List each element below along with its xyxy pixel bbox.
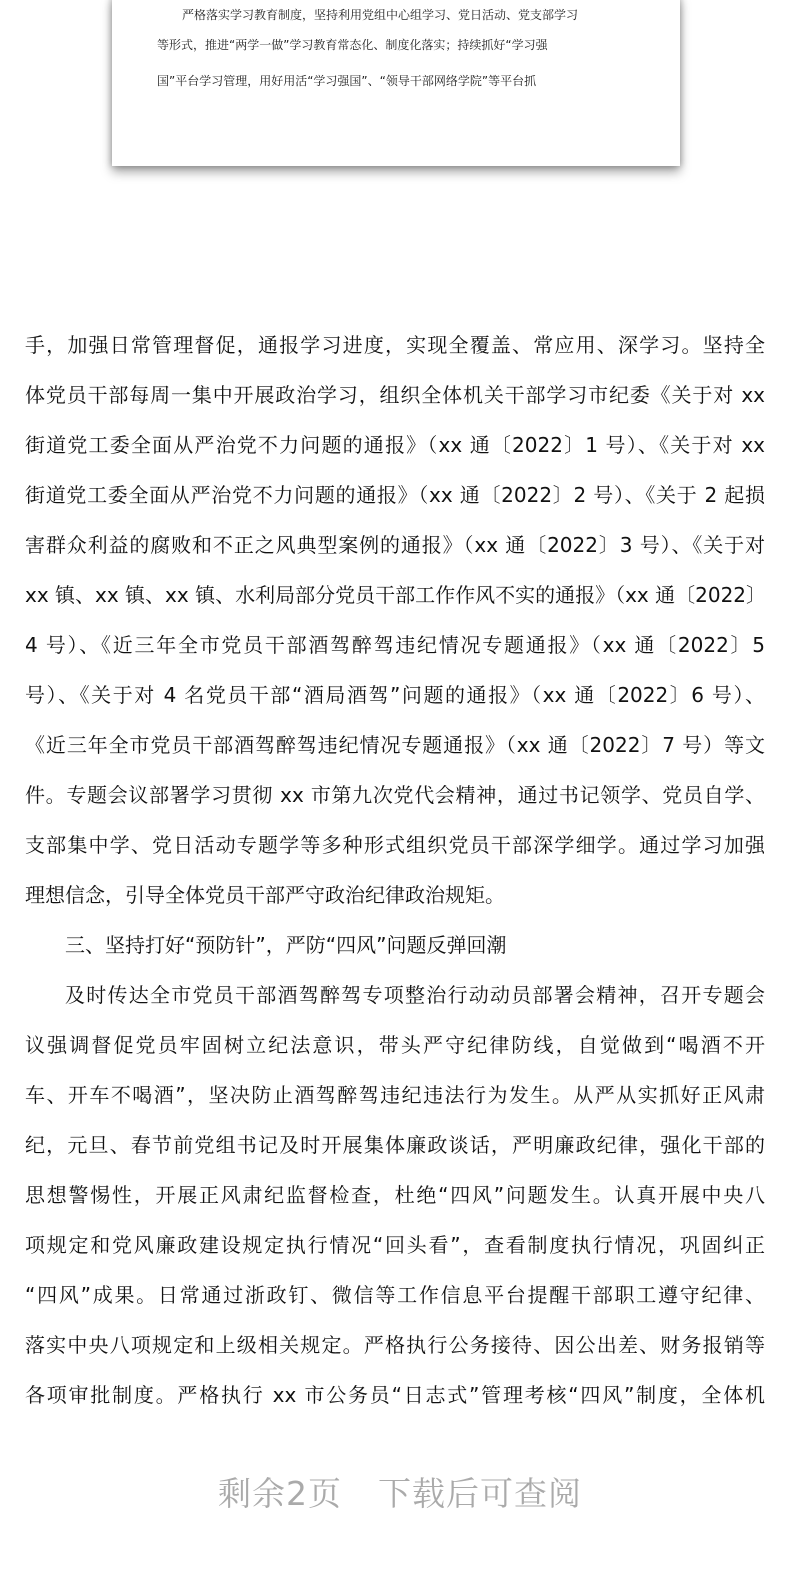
paragraph-line: 件。专题会议部署学习贯彻 xx 市第九次党代会精神，通过书记领学、党员自学、 [25,783,765,807]
paragraph-line: 思想警惕性，开展正风肃纪监督检查，杜绝“四风”问题发生。认真开展中央八 [25,1183,765,1207]
card-text-line: 等形式，推进“两学一做”学习教育常态化、制度化落实；持续抓好“学习强 [157,38,548,52]
read-more-banner[interactable] [0,1468,800,1515]
paragraph-line: 议强调督促党员牢固树立纪法意识，带头严守纪律防线，自觉做到“喝酒不开 [25,1033,765,1057]
paragraph-line: “四风”成果。日常通过浙政钉、微信等工作信息平台提醒干部职工遵守纪律、 [25,1283,765,1307]
paragraph-line: 手，加强日常管理督促，通报学习进度，实现全覆盖、常应用、深学习。坚持全 [25,333,765,357]
paragraph-line: 车、开车不喝酒”，坚决防止酒驾醉驾违纪违法行为发生。从严从实抓好正风肃 [25,1083,765,1107]
paragraph-line: 理想信念，引导全体党员干部严守政治纪律政治规矩。 [25,883,505,907]
card-text-line: 国”平台学习管理，用好用活“学习强国”、“领导干部网络学院”等平台抓 [157,74,537,88]
preview-card [112,0,680,166]
paragraph-line: 害群众利益的腐败和不正之风典型案例的通报》（xx 通〔2022〕3 号）、《关于对 [25,533,765,557]
paragraph-line: 街道党工委全面从严治党不力问题的通报》（xx 通〔2022〕1 号）、《关于对 xx [25,433,765,457]
paragraph-line: 项规定和党风廉政建设规定执行情况“回头看”，查看制度执行情况，巩固纠正 [25,1233,765,1257]
download-hint-label: 下载后可查阅 [378,1474,582,1513]
card-text-line: 严格落实学习教育制度，坚持利用党组中心组学习、党日活动、党支部学习 [182,8,579,22]
paragraph-line: 体党员干部每周一集中开展政治学习，组织全体机关干部学习市纪委《关于对 xx [25,383,765,407]
section-heading: 三、坚持打好“预防针”，严防“四风”问题反弹回潮 [65,933,507,957]
paragraph-line: 《近三年全市党员干部酒驾醉驾违纪情况专题通报》（xx 通〔2022〕7 号）等文 [25,733,765,757]
paragraph-line: 及时传达全市党员干部酒驾醉驾专项整治行动动员部署会精神，召开专题会 [65,983,765,1007]
remaining-pages-label: 剩余2页 [218,1474,342,1513]
paragraph-line: 号）、《关于对 4 名党员干部“酒局酒驾”问题的通报》（xx 通〔2022〕6 号）、 [25,683,765,707]
paragraph-line: 支部集中学、党日活动专题学等多种形式组织党员干部深学细学。通过学习加强 [25,833,765,857]
paragraph-line: 落实中央八项规定和上级相关规定。严格执行公务接待、因公出差、财务报销等 [25,1333,765,1357]
paragraph-line: 纪，元旦、春节前党组书记及时开展集体廉政谈话，严明廉政纪律，强化干部的 [25,1133,765,1157]
paragraph-line: 街道党工委全面从严治党不力问题的通报》（xx 通〔2022〕2 号）、《关于 2 起损 [25,483,765,507]
paragraph-line: 4 号）、《近三年全市党员干部酒驾醉驾违纪情况专题通报》（xx 通〔2022〕5 [25,633,765,657]
paragraph-line: 各项审批制度。严格执行 xx 市公务员“日志式”管理考核“四风”制度，全体机 [25,1383,765,1407]
paragraph-line: xx 镇、xx 镇、xx 镇、水利局部分党员干部工作作风不实的通报》（xx 通〔2022〕 [25,583,767,607]
